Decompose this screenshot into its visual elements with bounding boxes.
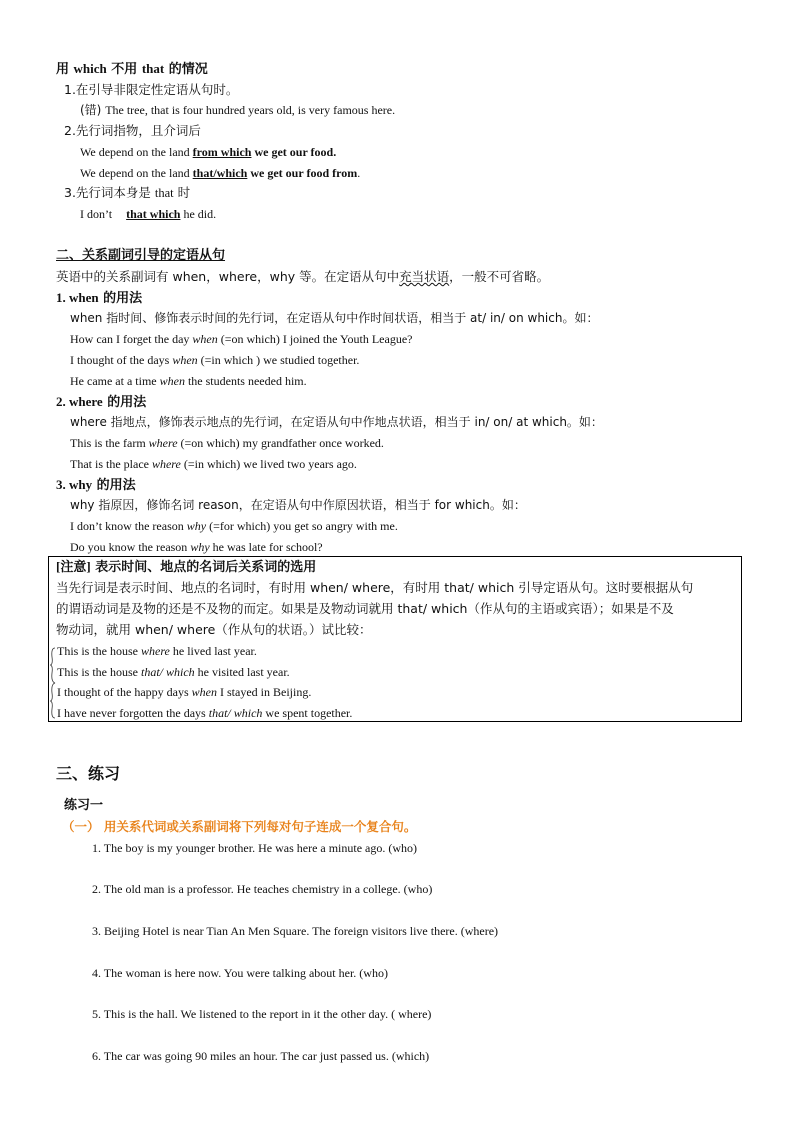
- note-paragraph-line1: 当先行词是表示时间、地点的名词时，有时用 when/ where，有时用 that/ which 引导定语从句。这时要根据从句: [56, 580, 694, 595]
- item2: 2.先行词指物，且介词后: [64, 123, 201, 138]
- item1-example: (错) The tree, that is four hundred years old, is very famous here.: [80, 103, 396, 117]
- when-example1: How can I forget the day when (=on which) I joined the Youth League?: [70, 332, 413, 346]
- question-3: 3. Beijing Hotel is near Tian An Men Square. The foreign visitors live there. (where): [92, 924, 499, 938]
- why-title: 3. why 的用法: [56, 477, 136, 493]
- compare-brace-icon: [50, 647, 56, 719]
- section2-heading: 二、关系副词引导的定语从句: [56, 248, 226, 263]
- section3-heading: 三、练习: [56, 764, 121, 783]
- where-desc: where 指地点，修饰表示地点的先行词，在定语从句中作地点状语，相当于 in/ on/ at which。如：: [70, 415, 603, 429]
- section2-intro: 英语中的关系副词有 when，where，why 等。在定语从句中充当状语，一般不可省略。: [56, 269, 550, 284]
- item3: 3.先行词本身是 that 时: [64, 185, 191, 200]
- when-desc: when 指时间、修饰表示时间的先行词，在定语从句中作时间状语，相当于 at/ in/ on which。如：: [70, 311, 599, 325]
- where-title: 2. where 的用法: [56, 394, 147, 410]
- note-paragraph-line2: 的谓语动词是及物的还是不及物的而定。如果是及物动词就用 that/ which（作从句的主语或宾语）；如果是不及: [56, 601, 674, 616]
- why-example1: I don’t know the reason why (=for which) you get so angry with me.: [70, 519, 398, 533]
- why-desc: why 指原因，修饰名词 reason，在定语从句中作原因状语，相当于 for which。如：: [70, 498, 526, 512]
- note-example2: This is the house that/ which he visited last year.: [57, 665, 290, 679]
- note-example3: I thought of the happy days when I stayed in Beijing.: [57, 685, 312, 699]
- exercise-subheading: 练习一: [64, 798, 104, 813]
- item3-example: I don’t that which he did.: [80, 207, 217, 221]
- where-example1: This is the farm where (=on which) my grandfather once worked.: [70, 436, 384, 450]
- item1: 1.在引导非限定性定语从句时。: [64, 82, 239, 97]
- item2-example2: We depend on the land that/which we get our food from.: [80, 166, 361, 180]
- exercise-instruction: （一） 用关系代词或关系副词将下列每对句子连成一个复合句。: [62, 819, 417, 834]
- when-title: 1. when 的用法: [56, 290, 143, 306]
- when-example3: He came at a time when the students needed him.: [70, 374, 307, 388]
- question-1: 1. The boy is my younger brother. He was here a minute ago. (who): [92, 841, 418, 855]
- note-example4: I have never forgotten the days that/ which we spent together.: [57, 706, 353, 720]
- section1-heading: 用 which 不用 that 的情况: [56, 61, 208, 77]
- question-4: 4. The woman is here now. You were talking about her. (who): [92, 966, 388, 980]
- when-example2: I thought of the days when (=in which ) we studied together.: [70, 353, 360, 367]
- why-example2: Do you know the reason why he was late for school?: [70, 540, 323, 554]
- where-example2: That is the place where (=in which) we lived two years ago.: [70, 457, 357, 471]
- question-6: 6. The car was going 90 miles an hour. The car just passed us. (which): [92, 1049, 430, 1063]
- note-paragraph-line3: 物动词，就用 when/ where（作从句的状语。）试比较：: [56, 622, 372, 637]
- item2-example1: We depend on the land from which we get our food.: [80, 145, 337, 159]
- note-example1: This is the house where he lived last year.: [57, 644, 257, 658]
- note-title: [注意] 表示时间、地点的名词后关系词的选用: [56, 559, 317, 575]
- question-2: 2. The old man is a professor. He teaches chemistry in a college. (who): [92, 882, 433, 896]
- question-5: 5. This is the hall. We listened to the report in it the other day. ( where): [92, 1007, 432, 1021]
